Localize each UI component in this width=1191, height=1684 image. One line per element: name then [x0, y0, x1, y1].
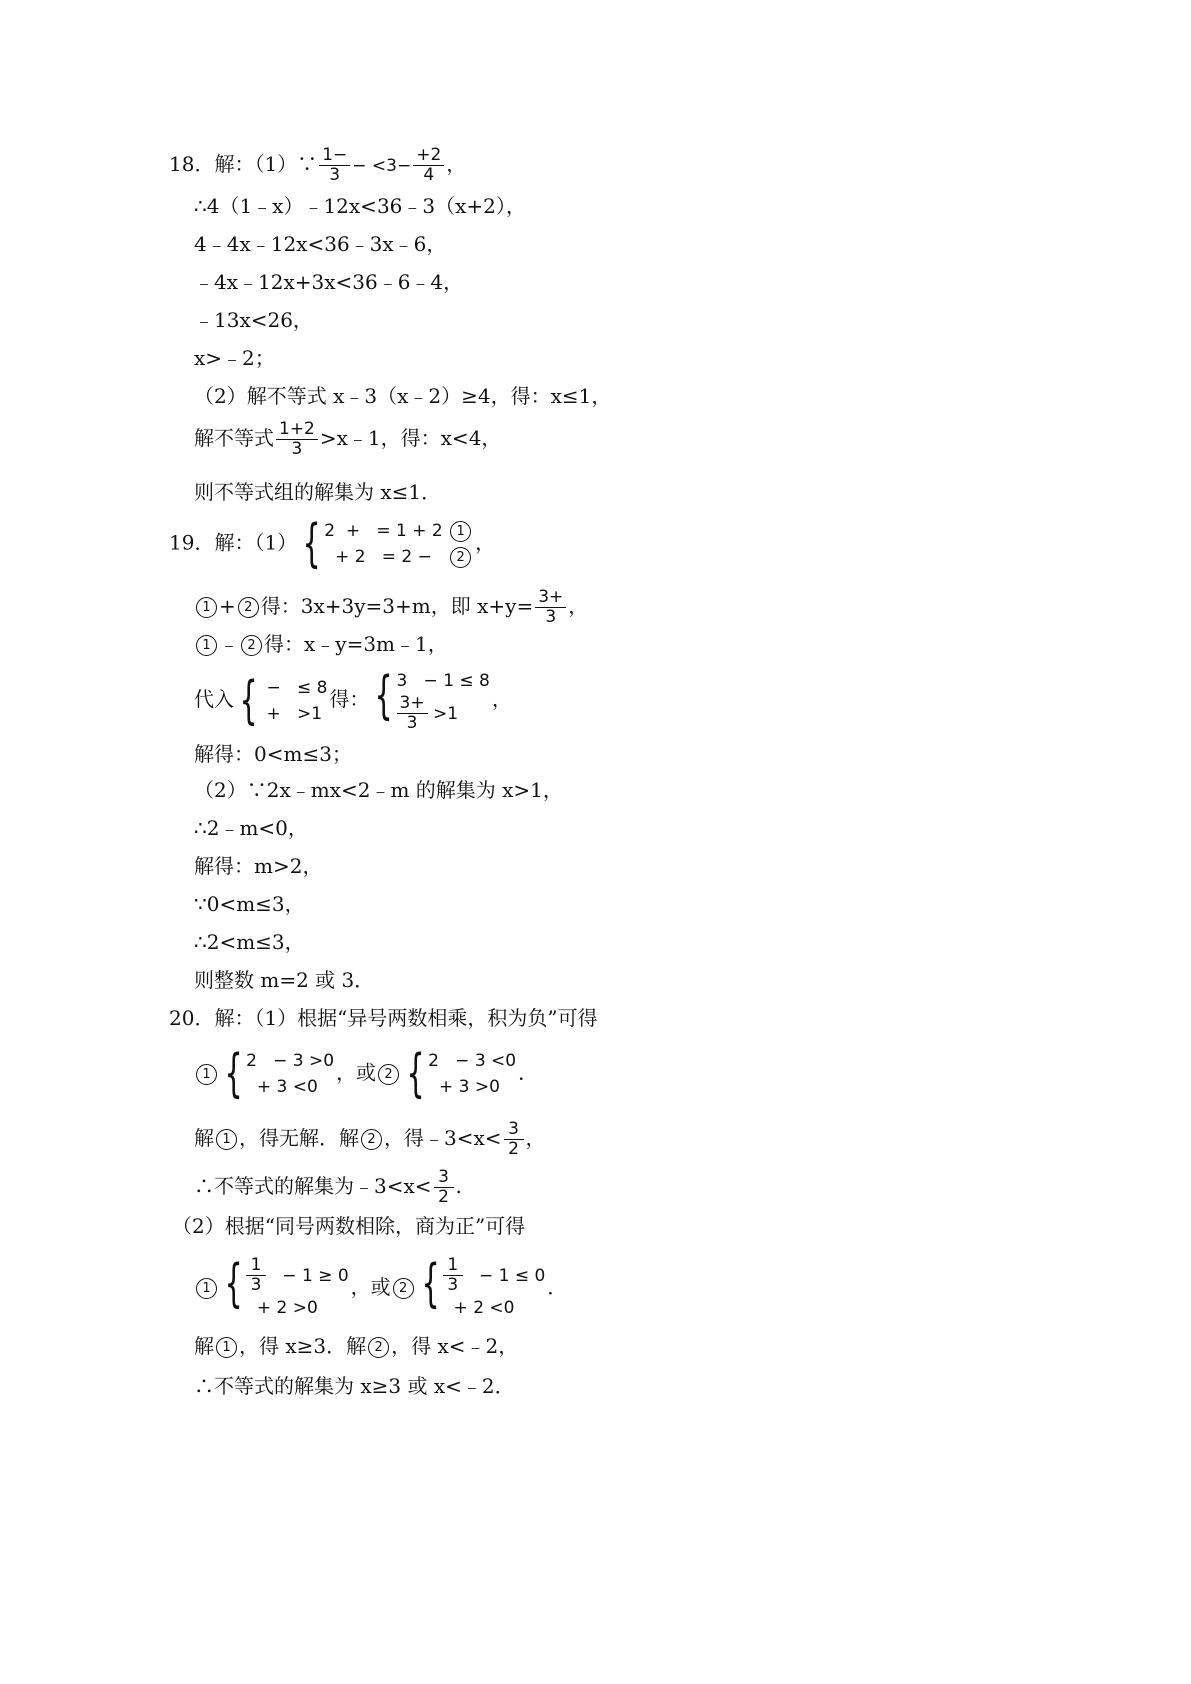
circled-number: 1 — [196, 635, 217, 656]
q20-line-6: 1 { $\frac{1}{3}$ − 1 ≥ 0 + 2 >0 ，或 2 { $\frac{1}{3}$ − 1 ≤ 0 + 2 <0 ． — [194, 1256, 567, 1321]
circled-number: 2 — [393, 1278, 414, 1299]
q20-number: 20． — [169, 1006, 215, 1030]
inequality-system: { 3 − 1 ≤ 8 $\frac{3+}{3}$ >1 — [374, 666, 490, 733]
fraction: $\frac{3+}{3}$ — [535, 588, 566, 627]
q18-line-5: ﹣13x<26， — [194, 308, 313, 332]
q20-line-7: 解 1 ，得 x≥3．解 2 ，得 x<﹣2， — [194, 1334, 519, 1358]
circled-number: 2 — [450, 547, 471, 568]
circled-number: 2 — [378, 1064, 399, 1085]
q18-number: 18． — [169, 152, 215, 176]
circled-number: 1 — [196, 1064, 217, 1085]
q19-line-5: 解得：0<m≤3； — [194, 742, 352, 766]
inequality-system: { $\frac{1}{3}$ − 1 ≤ 0 + 2 <0 — [421, 1254, 546, 1318]
inequality-system: { 2 − 3 <0 + 3 >0 — [406, 1044, 517, 1104]
q19-line-3: 1 ﹣ 2 得：x﹣y=3m﹣1， — [194, 632, 448, 656]
q20-line-1: 20．解：（1）根据“异号两数相乘，积为负”可得 — [169, 1006, 598, 1030]
q19-line-4: 代入 { − ≤ 8 + >1 得： { 3 − 1 ≤ 8 $\frac{3+}{3}$ >1 ， — [194, 666, 512, 733]
q19-line-9: ∵0<m≤3， — [194, 892, 305, 916]
q18-line-9: 则不等式组的解集为 x≤1． — [194, 480, 442, 504]
q18-line-7: （2）解不等式 x﹣3（x﹣2）≥4，得：x≤1， — [194, 384, 612, 408]
q20-line-5: （2）根据“同号两数相除，商为正”可得 — [172, 1214, 526, 1238]
fraction: $\frac{1+2}{3}$ — [276, 420, 318, 459]
circled-number: 1 — [196, 1278, 217, 1299]
q19-line-10: ∴2<m≤3， — [194, 930, 305, 954]
q18-line-4: ﹣4x﹣12x+3x<36﹣6﹣4， — [194, 270, 464, 294]
q20-line-3: 解 1 ，得无解．解 2 ，得﹣3<x< $\frac{3}{2}$ ， — [194, 1119, 546, 1159]
q18-line-2: ∴4（1﹣x）﹣12x<36﹣3（x+2）， — [194, 194, 526, 218]
q20-line-8: ∴不等式的解集为 x≥3 或 x<﹣2． — [194, 1374, 515, 1398]
fraction: $\frac{+2}{4}$ — [413, 146, 444, 185]
fraction: $\frac{1-}{3}$ — [319, 146, 350, 185]
circled-number: 2 — [241, 635, 262, 656]
q19-line-2: 1 + 2 得：3x+3y=3+m，即 x+y= $\frac{3+}{3}$ ， — [194, 588, 588, 627]
q18-line-6: x>﹣2； — [194, 346, 275, 370]
circled-number: 2 — [368, 1337, 389, 1358]
inequality-system: { $\frac{1}{3}$ − 1 ≥ 0 + 2 >0 — [224, 1254, 349, 1318]
circled-number: 1 — [216, 1129, 237, 1150]
circled-number: 2 — [238, 597, 259, 618]
q20-line-4: ∴不等式的解集为﹣3<x< $\frac{3}{2}$ . — [194, 1167, 462, 1207]
q19-line-11: 则整数 m=2 或 3． — [194, 968, 375, 992]
q19-line-1: 19．解：（1） { 2 + = 1 + 2 1 + 2 = 2 − 2 ， — [169, 514, 496, 574]
circled-number: 2 — [361, 1129, 382, 1150]
q18-line-1: 18．解：（1）∵ $\frac{1-}{3}$ − <3− $\frac{+2}{4}$ ， — [169, 145, 467, 185]
equation-system: { 2 + = 1 + 2 1 + 2 = 2 − 2 — [299, 516, 473, 572]
q18-line-8: 解不等式 $\frac{1+2}{3}$ >x﹣1，得：x<4， — [194, 419, 502, 459]
q20-line-2: 1 { 2 − 3 >0 + 3 <0 ，或 2 { 2 − 3 <0 + 3 >0 ． — [194, 1046, 538, 1102]
circled-number: 1 — [216, 1337, 237, 1358]
inequality-system: { − ≤ 8 + >1 — [239, 670, 328, 731]
fraction: $\frac{3}{2}$ — [434, 1168, 454, 1207]
q19-number: 19． — [169, 530, 215, 555]
fraction: $\frac{3}{2}$ — [504, 1120, 524, 1159]
q18-line-3: 4﹣4x﹣12x<36﹣3x﹣6， — [194, 232, 447, 256]
circled-number: 1 — [196, 597, 217, 618]
circled-number: 1 — [450, 521, 471, 542]
inequality-system: { 2 − 3 >0 + 3 <0 — [224, 1044, 335, 1104]
q19-line-6: （2）∵2x﹣mx<2﹣m 的解集为 x>1， — [194, 778, 563, 802]
q19-line-8: 解得：m>2， — [194, 854, 323, 878]
q19-line-7: ∴2﹣m<0， — [194, 816, 308, 840]
